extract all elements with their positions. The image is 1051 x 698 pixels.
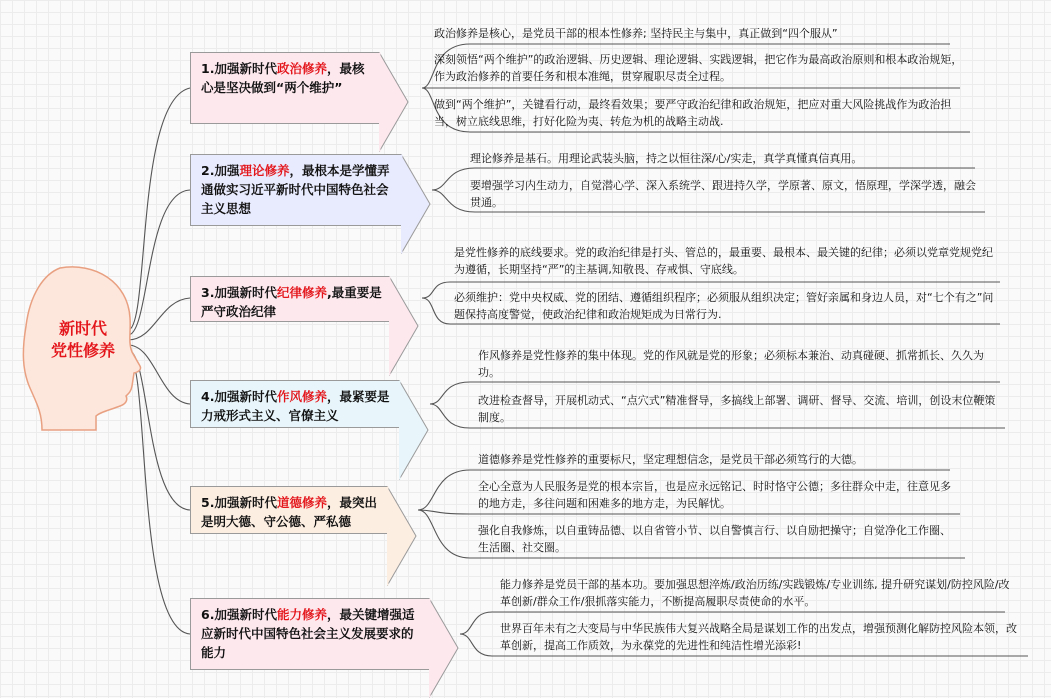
leaf-text: 改进检查督导，开展机动式、“点穴式”精准督导，多搞线上部署、调研、督导、交流、培训，创设末位鞭策制度。 [478, 394, 996, 424]
leaf-text: 必须维护：党中央权威、党的团结、遵循组织程序；必须服从组织决定；管好亲属和身边人员，对“七个有之”问题保持高度警觉，使政治纪律和政治规矩成为日常行为. [454, 291, 994, 321]
branch-label-pre: 5.加强新时代 [201, 495, 277, 510]
branch-ability[interactable] [190, 598, 430, 670]
arrow-shape-icon [429, 598, 459, 698]
branch-label-post: ，最关键增强适应新时代中国特色社会主义发展要求的能力 [201, 607, 415, 660]
root-title-line1: 新时代 [58, 319, 107, 338]
branch-label-highlight: 作风修养 [276, 389, 327, 404]
branch-theory[interactable] [190, 154, 402, 226]
branch-label-pre: 6.加强新时代 [201, 607, 277, 622]
leaf-text: 理论修养是基石。用理论武装头脑，持之以恒往深/心/实走，真学真懂真信真用。 [470, 152, 863, 165]
branch-label-post: ，最突出是明大德、守公德、严私德 [201, 495, 377, 529]
branch-political[interactable] [190, 52, 380, 124]
arrow-shape-icon [379, 52, 409, 152]
root-node[interactable] [38, 318, 128, 362]
arrow-shape-icon [387, 486, 417, 586]
leaf-text: 是党性修养的底线要求。党的政治纪律是打头、管总的，最重要、最根本、最关键的纪律；必须以党章党规党纪为遵循，长期坚持“严”的主基调,知敬畏、存戒惧、守底线。 [454, 246, 993, 276]
leaf-text: 道德修养是党性修养的重要标尺，坚定理想信念，是党员干部必须笃行的大德。 [478, 453, 863, 466]
branch-morality[interactable] [190, 486, 388, 534]
leaf-text: 要增强学习内生动力，自觉潜心学、深入系统学、跟进持久学，学原著、原文，悟原理，学深学透，融会贯通。 [470, 179, 976, 209]
branch-label-post: ，最核心是坚决做到“两个维护” [201, 61, 365, 95]
root-title-line2: 党性修养 [50, 341, 115, 360]
leaf-text: 世界百年未有之大变局与中华民族伟大复兴战略全局是谋划工作的出发点，增强预测化解防控风险本领，改革创新，提高工作质效，为永葆党的先进性和纯洁性增光添彩! [500, 622, 1017, 652]
branch-label-highlight: 能力修养 [276, 607, 327, 622]
leaf-text: 全心全意为人民服务是党的根本宗旨，也是应永远铭记、时时恪守公德；多往群众中走，往意见多的地方走，多往问题和困难多的地方走，为民解忧。 [478, 480, 951, 510]
arrow-shape-icon [399, 380, 429, 480]
leaf-text: 能力修养是党员干部的基本功。要加强思想淬炼/政治历练/实践锻炼/专业训练, 提升研究谋划/防控风险/改革创新/群众工作/狠抓落实能力，不断提高履职尽责使命的水平。 [500, 578, 1010, 608]
branch-label-pre: 2.加强 [201, 163, 240, 178]
branch-label-pre: 3.加强新时代 [201, 285, 277, 300]
branch-label-post: ，最根本是学懂弄通做实习近平新时代中国特色社会主义思想 [201, 163, 390, 216]
arrow-shape-icon [389, 276, 419, 376]
arrow-shape-icon [401, 154, 431, 254]
leaf-text: 做到“两个维护”，关键看行动，最终看效果；要严守政治纪律和政治规矩，把应对重大风险挑战作为政治担当，树立底线思维，打好化险为夷、转危为机的战略主动战. [434, 98, 952, 128]
leaf-text: 强化自我修炼，以自重铸品德、以自省管小节、以自警慎言行、以自励把操守；自觉净化工作圈、生活圈、社交圈。 [478, 524, 951, 554]
branch-discipline[interactable] [190, 276, 390, 322]
branch-style[interactable] [190, 380, 400, 428]
branch-label-highlight: 理论修养 [239, 163, 290, 178]
branch-label-highlight: 纪律修养 [276, 285, 327, 300]
branch-label-post: ,最重要是严守政治纪律 [201, 285, 382, 319]
branch-label-highlight: 政治修养 [276, 61, 327, 76]
leaf-text: 作风修养是党性修养的集中体现。党的作风就是党的形象；必须标本兼治、动真碰硬、抓常抓长、久久为功。 [478, 349, 984, 379]
branch-label-highlight: 道德修养 [276, 495, 327, 510]
branch-label-pre: 1.加强新时代 [201, 61, 277, 76]
branch-label-pre: 4.加强新时代 [201, 389, 277, 404]
branch-label-post: ，最紧要是力戒形式主义、官僚主义 [201, 389, 390, 423]
leaf-text: 深刻领悟“两个维护”的政治逻辑、历史逻辑、理论逻辑、实践逻辑，把它作为最高政治原则和根本政治规矩，作为政治修养的首要任务和根本准绳，贯穿履职尽责全过程。 [434, 53, 963, 83]
leaf-text: 政治修养是核心，是党员干部的根本性修养; 坚持民主与集中，真正做到“四个服从” [434, 27, 838, 40]
